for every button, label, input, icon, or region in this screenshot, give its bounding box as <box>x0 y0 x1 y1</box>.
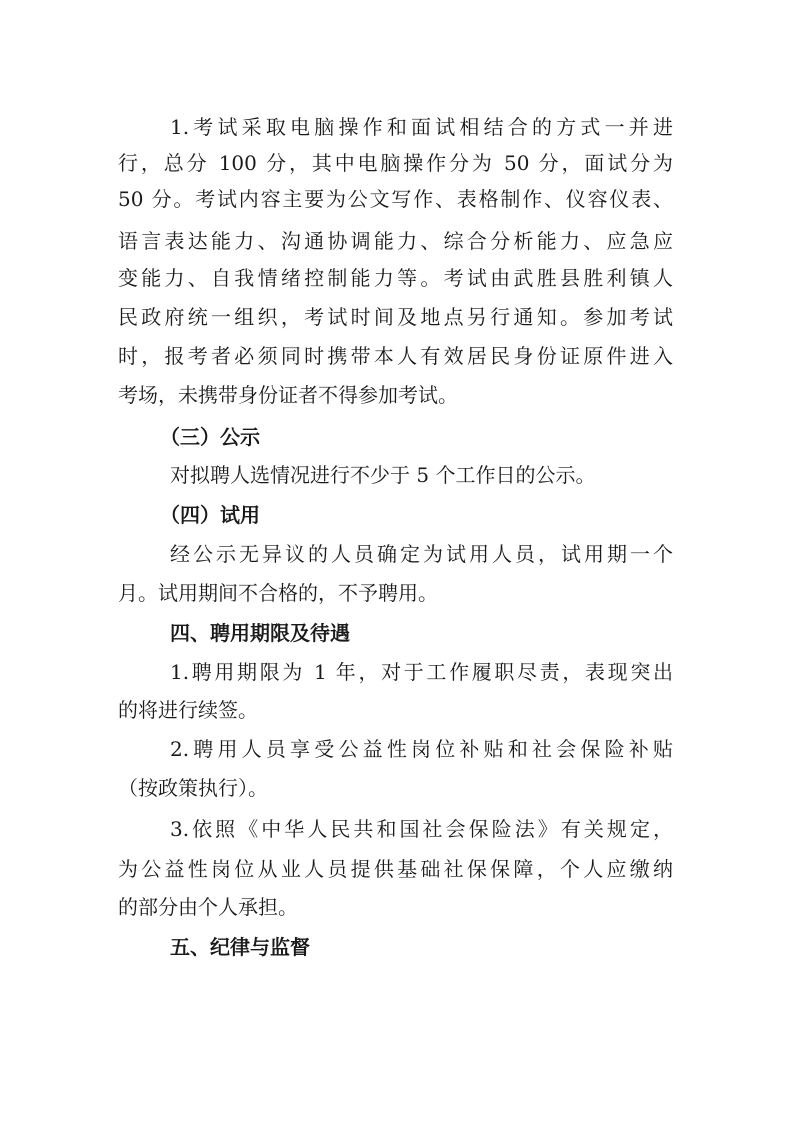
exam-paragraph-line-4: 语言表达能力、沟通协调能力、综合分析能力、应急应 <box>118 229 673 253</box>
term3-paragraph-line-3: 的部分由个人承担。 <box>118 895 298 919</box>
publicity-paragraph-line-1: 对拟聘人选情况进行不少于 5 个工作日的公示。 <box>170 463 596 487</box>
term3-paragraph-line-1: 3.依照《中华人民共和国社会保险法》有关规定， <box>170 817 673 841</box>
exam-paragraph-line-7: 时，报考者必须同时携带本人有效居民身份证原件进入 <box>118 344 673 368</box>
probation-heading: （四）试用 <box>160 503 260 527</box>
exam-paragraph-line-8: 考场，未携带身份证者不得参加考试。 <box>118 383 458 407</box>
term1-paragraph-line-2: 的将进行续签。 <box>118 698 258 722</box>
term2-paragraph-line-2: （按政策执行）。 <box>118 776 268 800</box>
exam-paragraph-line-2: 行，总分 100 分，其中电脑操作分为 50 分，面试分为 <box>118 151 673 175</box>
exam-paragraph-line-3: 50 分。考试内容主要为公文写作、表格制作、仪容仪表、 <box>118 187 673 211</box>
exam-paragraph-line-5: 变能力、自我情绪控制能力等。考试由武胜县胜利镇人 <box>118 266 673 290</box>
term2-paragraph-line-1: 2.聘用人员享受公益性岗位补贴和社会保险补贴 <box>170 737 673 761</box>
exam-paragraph-line-1: 1.考试采取电脑操作和面试相结合的方式一并进 <box>170 115 673 139</box>
term-and-benefits-heading: 四、聘用期限及待遇 <box>170 621 350 645</box>
term1-paragraph-line-1: 1.聘用期限为 1 年，对于工作履职尽责，表现突出 <box>170 660 673 684</box>
publicity-heading: （三）公示 <box>160 425 260 449</box>
term3-paragraph-line-2: 为公益性岗位从业人员提供基础社保保障，个人应缴纳 <box>118 857 673 881</box>
exam-paragraph-line-6: 民政府统一组织，考试时间及地点另行通知。参加考试 <box>118 305 673 329</box>
probation-paragraph-line-2: 月。试用期间不合格的，不予聘用。 <box>118 581 438 605</box>
probation-paragraph-line-1: 经公示无异议的人员确定为试用人员，试用期一个 <box>170 542 673 566</box>
discipline-heading: 五、纪律与监督 <box>170 935 310 959</box>
